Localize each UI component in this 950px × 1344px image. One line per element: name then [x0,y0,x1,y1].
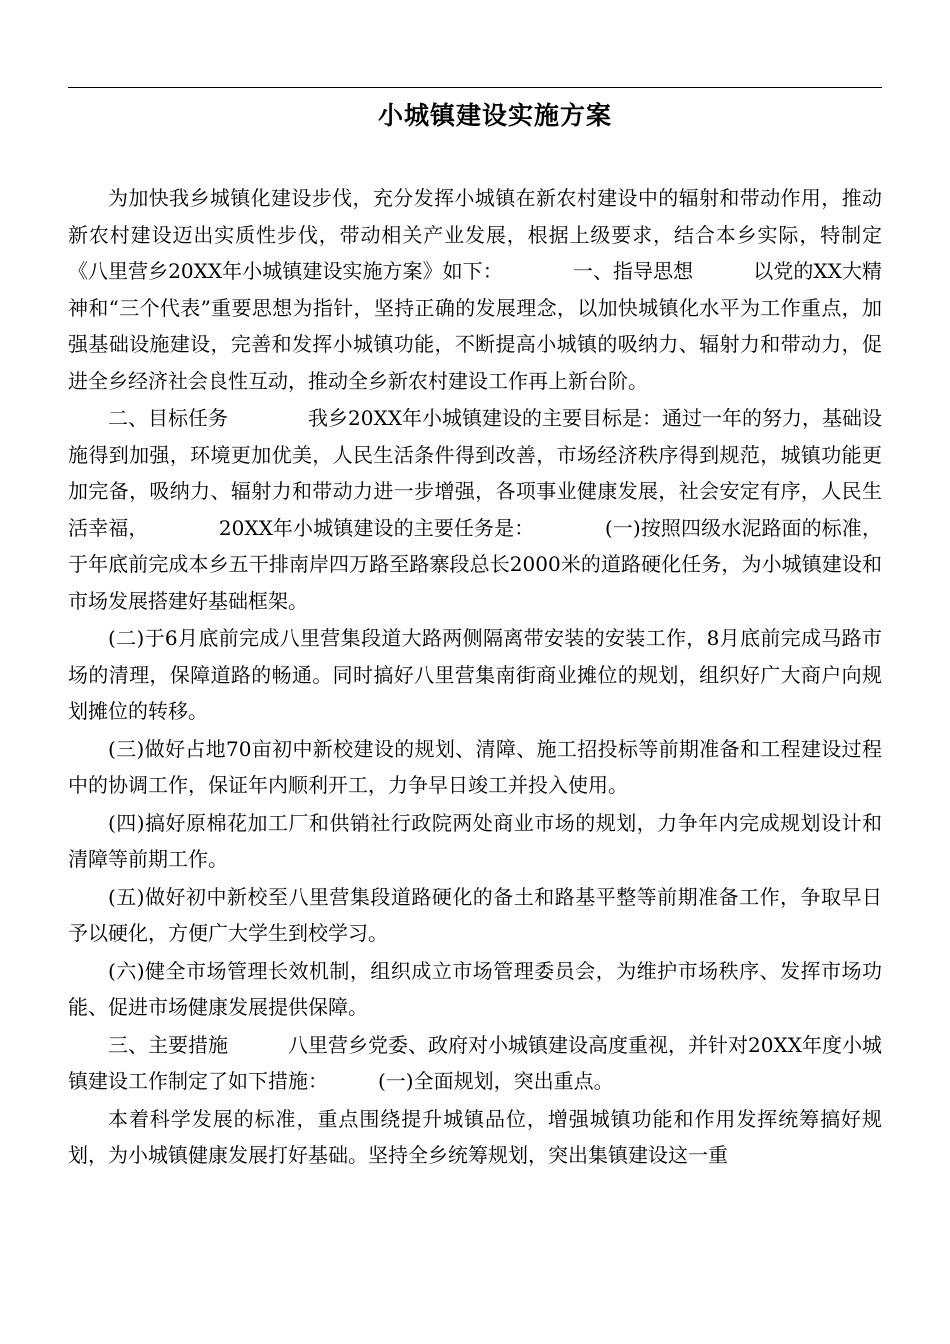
paragraph-task-5: (五)做好初中新校至八里营集段道路硬化的备土和路基平整等前期准备工作，争取早日予以硬化，方便广大学生到校学习。 [68,884,882,945]
document-title: 小城镇建设实施方案 [377,101,612,130]
document-body [68,180,882,1175]
paragraph-task-6: (六)健全市场管理长效机制，组织成立市场管理委员会，为维护市场秩序、发挥市场功能、促进市场健康发展提供保障。 [68,958,882,1019]
paragraph-intro-guiding-ideology: 为加快我乡城镇化建设步伐，充分发挥小城镇在新农村建设中的辐射和带动作用，推动新农村建设迈出实质性步伐，带动相关产业发展，根据上级要求，结合本乡实际，特制定《八里营乡20XX年小城镇建设实施方案》如下： 一、指导思想 以党的XX大精神和“三个代表”重要思想为指针，坚持正确的发展理念，以加快城镇化水平为工作重点，加强基础设施建设，完善和发挥小城镇功能，不断提高小城镇的吸纳力、辐射力和带动力，促进全乡经济社会良性互动，推动全乡新农村建设工作再上新台阶。 [68,186,882,393]
paragraph-task-3: (三)做好占地70亩初中新校建设的规划、清障、施工招投标等前期准备和工程建设过程中的协调工作，保证年内顺利开工，力争早日竣工并投入使用。 [68,736,882,797]
paragraph-task-2: (二)于6月底前完成八里营集段道大路两侧隔离带安装的安装工作，8月底前完成马路市场的清理，保障道路的畅通。同时搞好八里营集南街商业摊位的规划，组织好广大商户向规划摊位的转移。 [68,626,882,723]
paragraph-task-4: (四)搞好原棉花加工厂和供销社行政院两处商业市场的规划，力争年内完成规划设计和清障等前期工作。 [68,810,882,871]
paragraph-goals-tasks: 二、目标任务 我乡20XX年小城镇建设的主要目标是：通过一年的努力，基础设施得到加强，环境更加优美，人民生活条件得到改善，市场经济秩序得到规范，城镇功能更加完备，吸纳力、辐射力和带动力进一步增强，各项事业健康发展，社会安定有序，人民生活幸福， 20XX年小城镇建设的主要任务是： (一)按照四级水泥路面的标准，于年底前完成本乡五干排南岸四万路至路寨段总长2000米的道路硬化任务，为小城镇建设和市场发展搭建好基础框架。 [68,406,882,613]
header-rule [68,87,882,88]
paragraph-main-measures: 三、主要措施 八里营乡党委、政府对小城镇建设高度重视，并针对20XX年度小城镇建设工作制定了如下措施： (一)全面规划，突出重点。 [68,1032,882,1093]
paragraph-planning: 本着科学发展的标准，重点围绕提升城镇品位，增强城镇功能和作用发挥统筹搞好规划，为小城镇健康发展打好基础。坚持全乡统筹规划，突出集镇建设这一重 [68,1106,882,1167]
